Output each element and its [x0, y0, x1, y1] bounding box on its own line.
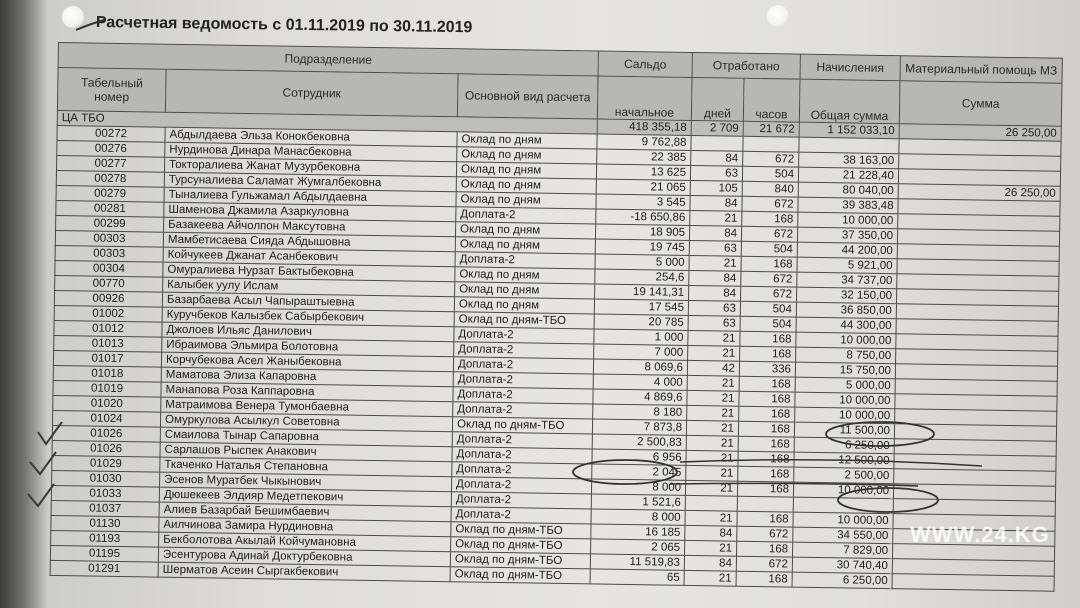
total-cell: 80 040,00 [798, 182, 898, 199]
pay-type-cell: Оклад по дням-ТБО [450, 552, 590, 569]
header-saldo-start: начальное [597, 76, 692, 120]
pay-type-cell: Доплата-2 [453, 372, 593, 389]
employee-name-cell: Маматова Элиза Капаровна [161, 367, 453, 387]
hours-cell: 168 [739, 406, 795, 422]
pay-type-cell: Оклад по дням [455, 267, 595, 284]
days-cell: 63 [688, 300, 740, 316]
employee-name-cell: Нурдинова Динара Манасбековна [165, 142, 457, 162]
employee-name-cell: Ткаченко Наталья Степановна [160, 457, 452, 477]
pay-type-cell: Оклад по дням-ТБО [451, 522, 591, 539]
hours-cell: 168 [738, 466, 794, 482]
header-material-aid: Материальный помощь МЗ [900, 56, 1062, 84]
employee-name-cell: Манапова Роза Каппаровна [161, 382, 453, 402]
days-cell: 105 [690, 180, 742, 196]
department-total: 1 152 033,10 [799, 122, 899, 139]
days-cell: 21 [686, 450, 738, 466]
aid-cell [892, 574, 1054, 592]
tab-number-cell: 01019 [53, 380, 161, 397]
employee-name-cell: Корчубекова Асел Жаныбековна [161, 352, 453, 372]
header-days: дней [691, 77, 744, 121]
employee-name-cell: Аилчинова Замира Нурдиновна [159, 517, 451, 537]
hours-cell: 672 [741, 271, 797, 287]
saldo-cell: 2 500,83 [592, 434, 686, 450]
tab-number-cell: 01002 [54, 305, 162, 322]
total-cell: 36 850,00 [796, 302, 896, 319]
saldo-cell: 19 141,31 [595, 284, 689, 300]
saldo-cell: 4 000 [593, 374, 687, 390]
total-cell: 15 750,00 [795, 362, 895, 379]
days-cell: 21 [688, 330, 740, 346]
hours-cell: 672 [736, 556, 792, 572]
tab-number-cell: 01291 [50, 560, 158, 577]
employee-name-cell: Токторалиева Жанат Музурбековна [164, 157, 456, 177]
hours-cell: 168 [738, 436, 794, 452]
days-cell: 84 [690, 195, 742, 211]
saldo-cell: 17 545 [594, 299, 688, 315]
hours-cell: 168 [740, 346, 796, 362]
employee-name-cell: Базакеева Айчолпон Максутовна [164, 217, 456, 237]
header-worked: Отработано [692, 52, 800, 79]
pay-type-cell: Оклад по дням [456, 192, 596, 209]
saldo-cell: 65 [590, 569, 684, 585]
pay-type-cell: Доплата-2 [452, 447, 592, 464]
header-employee: Сотрудник [165, 69, 458, 117]
hours-cell: 672 [743, 151, 799, 167]
pay-type-cell: Оклад по дням-ТБО [454, 312, 594, 329]
tab-number-cell: 01037 [51, 500, 159, 517]
pay-type-cell: Доплата-2 [454, 327, 594, 344]
header-accruals: Начисления [800, 54, 900, 81]
saldo-cell: 22 385 [597, 149, 691, 165]
total-cell: 10 000,00 [796, 332, 896, 349]
header-hours: часов [743, 78, 800, 122]
total-cell: 10 000,00 [795, 392, 895, 409]
saldo-cell: 2 065 [591, 539, 685, 555]
hours-cell: 504 [740, 301, 796, 317]
pay-type-cell: Доплата-2 [454, 342, 594, 359]
saldo-cell: 6 956 [592, 449, 686, 465]
hours-cell: 336 [739, 361, 795, 377]
hours-cell: 168 [739, 391, 795, 407]
days-cell: 21 [687, 390, 739, 406]
tab-number-cell: 01013 [54, 335, 162, 352]
total-cell: 34 550,00 [793, 527, 893, 544]
total-cell: 44 300,00 [796, 317, 896, 334]
saldo-cell: 8 069,6 [593, 359, 687, 375]
saldo-cell: 9 762,88 [597, 134, 691, 150]
hours-cell [737, 496, 793, 512]
hours-cell: 504 [740, 316, 796, 332]
header-tab-number: Табельный номер [57, 68, 166, 113]
saldo-cell: 16 185 [591, 524, 685, 540]
employee-name-cell: Омуркулова Асылкул Советовна [160, 412, 452, 432]
hours-cell: 504 [742, 166, 798, 182]
saldo-cell: 7 000 [594, 344, 688, 360]
tab-number-cell: 01193 [51, 530, 159, 547]
total-cell: 30 740,40 [792, 557, 892, 574]
total-cell: 6 250,00 [794, 437, 894, 454]
tab-number-cell: 00303 [55, 245, 163, 262]
punch-hole-left [62, 6, 84, 28]
employee-name-cell: Тыналиева Гульжамал Абдылдаевна [164, 187, 456, 207]
days-cell: 21 [687, 405, 739, 421]
days-cell: 63 [689, 240, 741, 256]
total-cell: 5 000,00 [795, 377, 895, 394]
tab-number-cell: 01026 [52, 440, 160, 457]
hours-cell: 168 [737, 481, 793, 497]
employee-name-cell: Алиев Базарбай Бешимбаевич [159, 502, 451, 522]
hours-cell: 672 [737, 526, 793, 542]
days-cell: 21 [685, 540, 737, 556]
days-cell: 21 [684, 570, 736, 586]
header-sum: Сумма [899, 81, 1062, 127]
total-cell: 39 383,48 [798, 197, 898, 214]
hours-cell: 504 [741, 241, 797, 257]
saldo-cell: 21 065 [596, 179, 690, 195]
total-cell: 10 000,00 [793, 512, 893, 529]
department-aid: 26 250,00 [899, 124, 1061, 142]
days-cell: 42 [687, 360, 739, 376]
pay-type-cell: Доплата-2 [453, 402, 593, 419]
department-saldo: 418 355,18 [597, 119, 691, 135]
saldo-cell: 13 625 [596, 164, 690, 180]
pay-type-cell: Оклад по дням [457, 147, 597, 164]
days-cell: 21 [686, 420, 738, 436]
pay-type-cell: Доплата-2 [451, 477, 591, 494]
pay-type-cell: Оклад по дням [456, 162, 596, 179]
pay-type-cell: Доплата-2 [452, 462, 592, 479]
tab-number-cell: 00303 [55, 230, 163, 247]
tab-number-cell: 00926 [54, 290, 162, 307]
saldo-cell: 8 180 [593, 404, 687, 420]
pay-type-cell: Доплата-2 [453, 387, 593, 404]
tab-number-cell: 00281 [56, 200, 164, 217]
saldo-cell: 1 521,6 [591, 494, 685, 510]
total-cell: 8 750,00 [796, 347, 896, 364]
days-cell [691, 135, 743, 151]
tab-number-cell: 01020 [53, 395, 161, 412]
pay-type-cell: Оклад по дням [455, 237, 595, 254]
days-cell: 21 [687, 375, 739, 391]
saldo-cell: 2 045 [592, 464, 686, 480]
saldo-cell: 8 000 [591, 509, 685, 525]
pay-type-cell: Доплата-2 [456, 207, 596, 224]
saldo-cell: 4 869,6 [593, 389, 687, 405]
header-saldo: Сальдо [598, 51, 692, 77]
tab-number-cell: 00299 [56, 215, 164, 232]
employee-name-cell: Куручбеков Калызбек Сабырбекович [162, 307, 454, 327]
hours-cell [743, 136, 799, 152]
payroll-table-wrap [50, 42, 1063, 592]
days-cell: 21 [689, 255, 741, 271]
tab-number-cell: 01033 [51, 485, 159, 502]
days-cell: 84 [689, 285, 741, 301]
days-cell: 84 [691, 150, 743, 166]
hours-cell: 168 [741, 256, 797, 272]
total-cell: 44 200,00 [797, 242, 897, 259]
tab-number-cell: 01130 [51, 515, 159, 532]
employee-name-cell: Дюшекеев Элдияр Медетпекович [159, 487, 451, 507]
tab-number-cell: 00272 [57, 125, 165, 142]
tab-number-cell: 00277 [56, 155, 164, 172]
days-cell: 84 [689, 270, 741, 286]
total-cell: 38 163,00 [799, 152, 899, 169]
hours-cell: 168 [740, 331, 796, 347]
pay-type-cell: Оклад по дням [454, 297, 594, 314]
pay-type-cell: Оклад по дням [456, 177, 596, 194]
saldo-cell: 8 000 [591, 479, 685, 495]
tab-number-cell: 00276 [57, 140, 165, 157]
pay-type-cell: Оклад по дням [455, 282, 595, 299]
employee-name-cell: Мамбетисаева Сияда Абдышовна [163, 232, 455, 252]
days-cell: 21 [690, 210, 742, 226]
hours-cell: 168 [737, 511, 793, 527]
saldo-cell: 20 785 [594, 314, 688, 330]
days-cell: 21 [685, 510, 737, 526]
tab-number-cell: 00770 [55, 275, 163, 292]
punch-hole-right [767, 5, 789, 27]
total-cell: 34 737,00 [797, 272, 897, 289]
tab-number-cell: 00278 [56, 170, 164, 187]
days-cell: 84 [685, 525, 737, 541]
saldo-cell: 5 000 [595, 254, 689, 270]
pay-type-cell: Оклад по дням [457, 132, 597, 149]
hours-cell: 168 [739, 376, 795, 392]
employee-name-cell: Эсенов Муратбек Чыкынович [160, 472, 452, 492]
employee-name-cell: Калыбек уулу Ислам [163, 277, 455, 297]
pay-type-cell: Оклад по дням-ТБО [451, 537, 591, 554]
pay-type-cell: Доплата-2 [452, 432, 592, 449]
saldo-cell: 3 545 [596, 194, 690, 210]
hours-cell: 168 [737, 541, 793, 557]
saldo-cell: 7 873,8 [592, 419, 686, 435]
days-cell: 21 [686, 435, 738, 451]
total-cell: 10 000,00 [793, 482, 893, 499]
days-cell: 63 [688, 315, 740, 331]
pay-type-cell: Оклад по дням-ТБО [452, 417, 592, 434]
employee-name-cell: Эсентурова Адинай Доктурбековна [158, 547, 450, 567]
tab-number-cell: 01030 [52, 470, 160, 487]
pay-type-cell: Оклад по дням [455, 222, 595, 239]
saldo-cell: 11 519,83 [590, 554, 684, 570]
tab-number-cell: 01029 [52, 455, 160, 472]
days-cell: 84 [689, 225, 741, 241]
department-days: 2 709 [691, 120, 743, 136]
tab-number-cell: 01018 [53, 365, 161, 382]
hours-cell: 168 [738, 421, 794, 437]
total-cell: 2 500,00 [794, 467, 894, 484]
total-cell [793, 497, 893, 514]
days-cell: 21 [685, 480, 737, 496]
saldo-cell: 18 905 [595, 224, 689, 240]
tab-number-cell: 01026 [52, 425, 160, 442]
saldo-cell: 254,6 [595, 269, 689, 285]
tab-number-cell: 01195 [50, 545, 158, 562]
hours-cell: 672 [741, 226, 797, 242]
total-cell: 6 250,00 [792, 572, 892, 589]
days-cell: 84 [684, 555, 736, 571]
pay-type-cell: Доплата-2 [453, 357, 593, 374]
payroll-table [50, 42, 1063, 592]
pay-type-cell: Доплата-2 [451, 507, 591, 524]
department-name: ЦА ТБО [57, 110, 597, 133]
tab-number-cell: 01024 [52, 410, 160, 427]
saldo-cell: 19 745 [595, 239, 689, 255]
total-cell: 37 350,00 [797, 227, 897, 244]
hours-cell: 672 [742, 196, 798, 212]
employee-name-cell: Смаилова Тынар Сапаровна [160, 427, 452, 447]
department-hours: 21 672 [743, 121, 799, 137]
saldo-cell: -18 650,86 [596, 209, 690, 225]
pay-type-cell: Доплата-2 [451, 492, 591, 509]
total-cell: 12 500,00 [794, 452, 894, 469]
tab-number-cell: 00279 [56, 185, 164, 202]
hours-cell: 168 [736, 571, 792, 587]
employee-name-cell: Абдылдаева Эльза Конокбековна [165, 127, 457, 147]
page-title: Расчетная ведомость с 01.11.2019 по 30.11.2019 [95, 14, 473, 37]
hours-cell: 168 [738, 451, 794, 467]
employee-name-cell: Ибраимова Эльмира Болотовна [162, 337, 454, 357]
days-cell: 21 [686, 465, 738, 481]
total-cell: 32 150,00 [797, 287, 897, 304]
employee-name-cell: Омуралиева Нурзат Бактыбековна [163, 262, 455, 282]
hours-cell: 168 [742, 211, 798, 227]
header-pay-type: Основной вид расчета [457, 74, 598, 119]
pay-type-cell: Оклад по дням-ТБО [450, 567, 590, 584]
total-cell: 5 921,00 [797, 257, 897, 274]
total-cell: 21 228,40 [798, 167, 898, 184]
employee-name-cell: Джолоев Ильяс Данилович [162, 322, 454, 342]
employee-name-cell: Сарлашов Рыспек Анакович [160, 442, 452, 462]
tab-number-cell: 01012 [54, 320, 162, 337]
employee-name-cell: Шерматов Асеин Сыргакбекович [158, 562, 450, 582]
days-cell [685, 495, 737, 511]
total-cell: 7 829,00 [792, 542, 892, 559]
header-department: Подразделение [58, 43, 598, 76]
total-cell: 10 000,00 [798, 212, 898, 229]
binder-shadow [0, 0, 48, 608]
employee-name-cell: Базарбаева Асыл Чапыраштыевна [162, 292, 454, 312]
total-cell [799, 137, 899, 154]
employee-name-cell: Шаменова Джамила Азаркуловна [164, 202, 456, 222]
employee-name-cell: Койчукеев Джанат Асанбекович [163, 247, 455, 267]
aid-cell: 26 250,00 [898, 184, 1060, 202]
employee-name-cell: Бекболотова Акылай Койчумановна [159, 532, 451, 552]
pay-type-cell: Доплата-2 [455, 252, 595, 269]
days-cell: 63 [690, 165, 742, 181]
saldo-cell: 1 000 [594, 329, 688, 345]
total-cell: 11 500,00 [794, 422, 894, 439]
tab-number-cell: 01017 [53, 350, 161, 367]
header-total: Общая сумма [799, 79, 900, 124]
days-cell: 21 [688, 345, 740, 361]
hours-cell: 672 [741, 286, 797, 302]
hours-cell: 840 [742, 181, 798, 197]
watermark-text: WWW.24.KG [910, 522, 1050, 547]
employee-name-cell: Матраимова Венера Тумонбаевна [161, 397, 453, 417]
total-cell: 10 000,00 [795, 407, 895, 424]
employee-name-cell: Турсуналиева Саламат Жумгалбековна [164, 172, 456, 192]
tab-number-cell: 00304 [55, 260, 163, 277]
